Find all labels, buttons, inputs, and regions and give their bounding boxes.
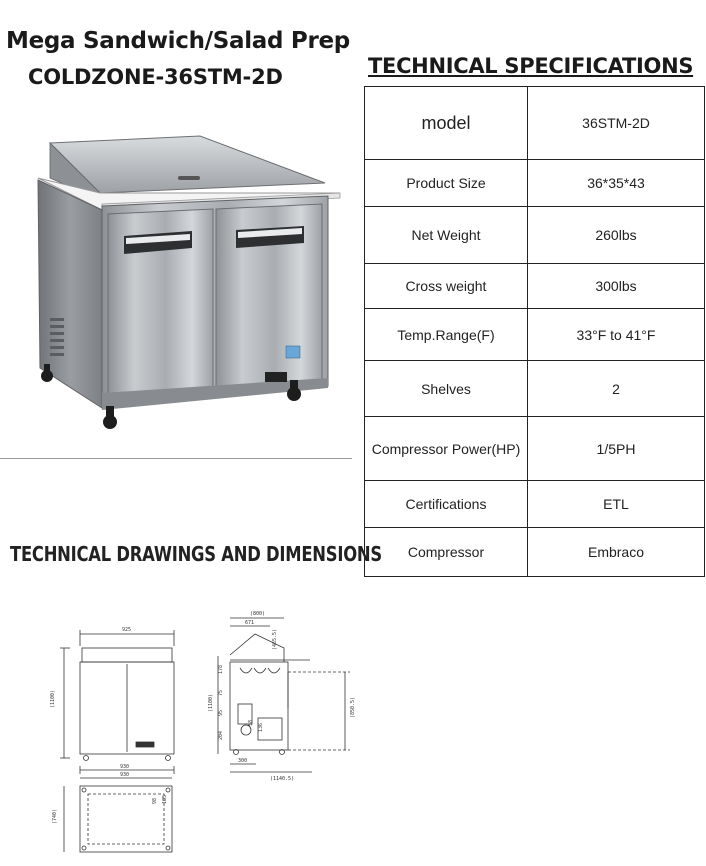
spec-value: 36*35*43 — [528, 160, 705, 207]
spec-row-compressor-power — [365, 417, 705, 481]
front-view-lid — [82, 648, 172, 662]
spec-row-net-weight — [365, 207, 705, 264]
dim-side-depth: (800) — [250, 611, 266, 617]
spec-value: 36STM-2D — [528, 87, 705, 160]
spec-row-cross-weight — [365, 264, 705, 309]
spec-label: Net Weight — [365, 207, 528, 264]
spec-label: Temp.Range(F) — [365, 309, 528, 361]
spec-row-temp-range — [365, 309, 705, 361]
side-view-body — [230, 662, 288, 750]
dim-side-total: (1140.5) — [270, 776, 295, 782]
spec-label: model — [365, 87, 528, 160]
spec-label: Cross weight — [365, 264, 528, 309]
dim-side-bottom: 300 — [238, 758, 248, 764]
spec-row-product-size — [365, 160, 705, 207]
spec-value: ETL — [528, 481, 705, 528]
dim-side-lid: (465.5) — [272, 628, 278, 650]
spec-label: Certifications — [365, 481, 528, 528]
dim-95: 95 — [218, 709, 224, 716]
spec-label: Shelves — [365, 361, 528, 417]
dim-75: 75 — [218, 689, 224, 696]
dim-front-height: (1100) — [50, 689, 56, 708]
product-image — [10, 118, 350, 438]
spec-value: 300lbs — [528, 264, 705, 309]
dim-58: 58 — [248, 719, 254, 726]
spec-label: Compressor Power(HP) — [365, 417, 528, 481]
dim-98: 98 — [152, 797, 158, 804]
drawings-heading: TECHNICAL DRAWINGS AND DIMENSIONS — [10, 542, 382, 566]
dim-side-open: (850.5) — [350, 696, 356, 718]
dim-185: 185 — [162, 794, 168, 804]
dim-plan-width: 930 — [120, 772, 130, 778]
spec-value: 33°F to 41°F — [528, 309, 705, 361]
spec-label: Compressor — [365, 528, 528, 577]
spec-row-model — [365, 87, 705, 160]
product-model-line: COLDZONE-36STM-2D — [28, 65, 283, 89]
dim-front-width: 925 — [122, 627, 132, 633]
product-title: Mega Sandwich/Salad Prep — [6, 28, 350, 54]
spec-row-certifications — [365, 481, 705, 528]
dim-plan-depth: (740) — [52, 808, 58, 824]
spec-value: Embraco — [528, 528, 705, 577]
spec-value: 260lbs — [528, 207, 705, 264]
spec-row-compressor — [365, 528, 705, 577]
technical-drawings — [40, 600, 360, 862]
dim-178: 178 — [218, 664, 224, 674]
dim-front-width-bottom: 930 — [120, 764, 130, 770]
section-divider — [0, 458, 352, 459]
dim-side-height: (1100) — [208, 693, 214, 712]
specs-table — [364, 86, 705, 577]
specs-heading: TECHNICAL SPECIFICATIONS — [368, 54, 694, 78]
spec-value: 1/5PH — [528, 417, 705, 481]
spec-row-shelves — [365, 361, 705, 417]
spec-value: 2 — [528, 361, 705, 417]
dim-136: 136 — [258, 722, 264, 732]
spec-label: Product Size — [365, 160, 528, 207]
dim-side-top: 671 — [245, 620, 255, 626]
plan-view-outline — [80, 786, 172, 852]
dim-204: 204 — [218, 730, 224, 740]
